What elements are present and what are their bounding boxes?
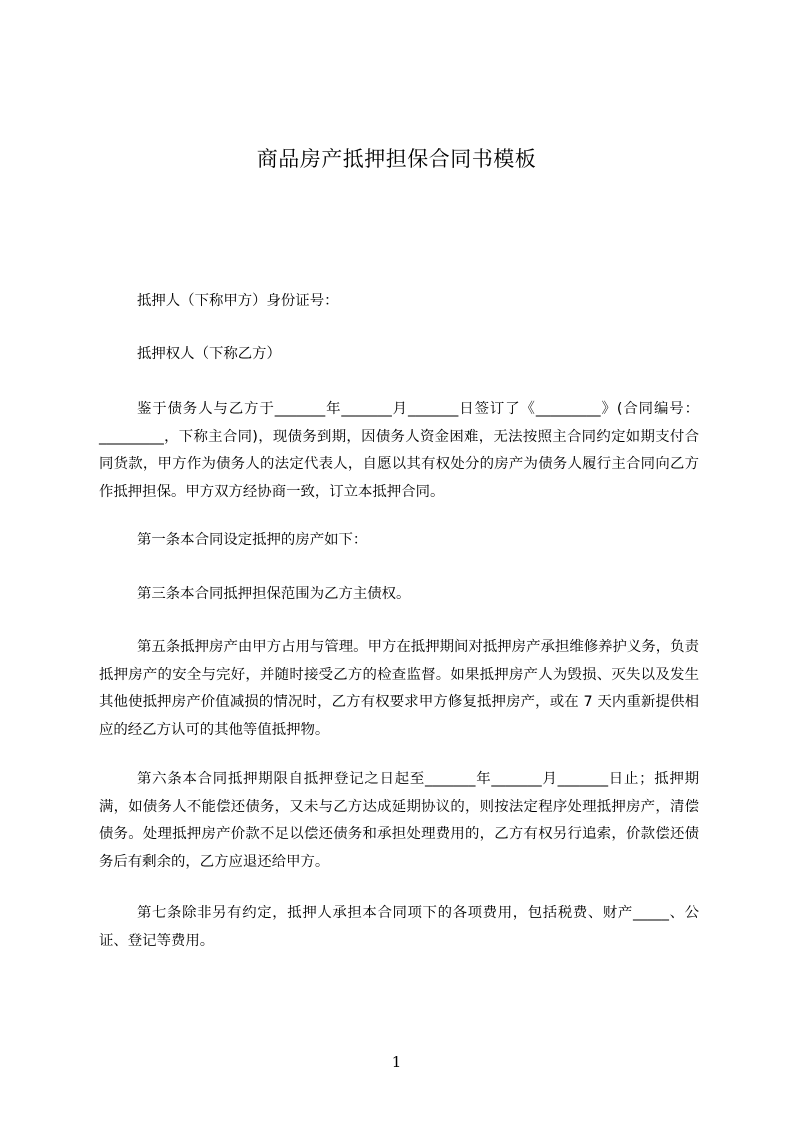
page-number: 1 [391,1053,402,1071]
paragraph-mortgagee: 抵押权人（下称乙方） [137,346,281,362]
paragraph-article-5: 第五条抵押房产由甲方占用与管理。甲方在抵押期间对抵押房产承担维修养护义务，负责抵押房产的安全与完好，并随时接受乙方的检查监督。如果抵押房产人为毁损、灭失以及发生其他使抵押房产价值减损的情况时，乙方有权要求甲方修复抵押房产，或在 7 天内重新提供相应的经乙方认可的其他等值抵押物。 [99,639,699,738]
paragraph-mortgagor: 抵押人（下称甲方）身份证号： [137,293,339,309]
paragraph-preamble: 鉴于债务人与乙方于_______年_______月_______日签订了《_________》(合同编号：_________，下称主合同)，现债务到期，因债务人资金困难，无法按照主合同约定如期支付合同货款，甲方作为债务人的法定代表人，自愿以其有权处分的房产为债务人履行主合同向乙方作抵押担保。甲方双方经协商一致，订立本抵押合同。 [99,401,699,500]
paragraph-article-6: 第六条本合同抵押期限自抵押登记之日起至_______年_______月_______日止；抵押期满，如债务人不能偿还债务，又未与乙方达成延期协议的，则按法定程序处理抵押房产，清偿债务。处理抵押房产价款不足以偿还债务和承担处理费用的，乙方有权另行追索，价款偿还债务后有剩余的，乙方应退还给甲方。 [99,771,699,870]
paragraph-article-1: 第一条本合同设定抵押的房产如下： [137,532,368,548]
paragraph-article-7: 第七条除非另有约定，抵押人承担本合同项下的各项费用，包括税费、财产_____、公证、登记等费用。 [99,905,699,949]
document-title: 商品房产抵押担保合同书模板 [256,147,537,171]
paragraph-article-3: 第三条本合同抵押担保范围为乙方主债权。 [137,586,411,602]
